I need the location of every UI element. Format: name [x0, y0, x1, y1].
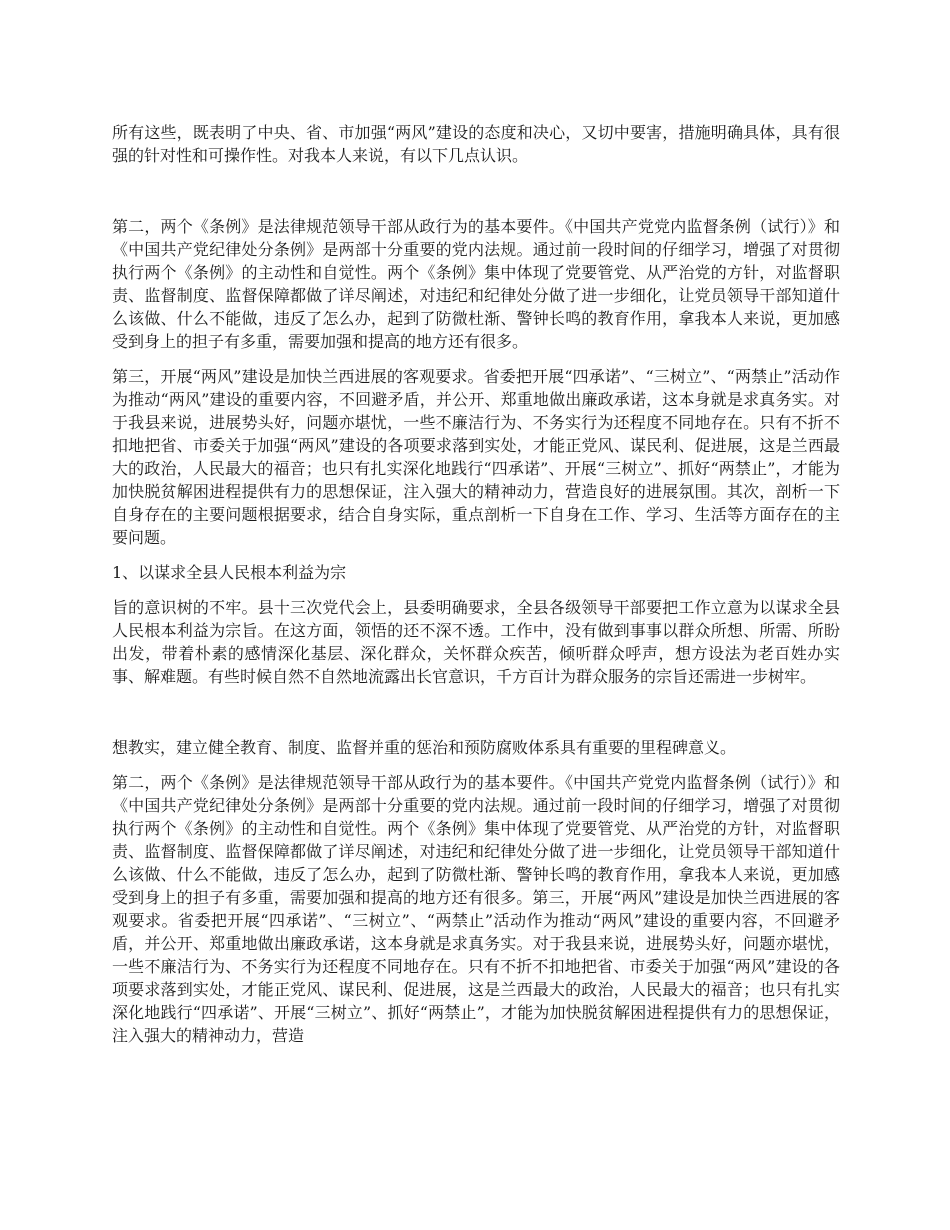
paragraph-third-point: 第三，开展“两风”建设是加快兰西进展的客观要求。省委把开展“四承诺”、“三树立”、“两禁止”活动作为推动“两风”建设的重要内容，不回避矛盾，并公开、郑重地做出廉政承诺，这本身就是求真务实。对于我县来说，进展势头好，问题亦堪忧，一些不廉洁行为、不务实行为还程度不同地存在。只有不折不扣地把省、市委关于加强“两风”建设的各项要求落到实处，才能正党风、谋民利、促进展，这是兰西最大的政治，人民最大的福音；也只有扎实深化地践行“四承诺”、开展“三树立”、抓好“两禁止”，才能为加快脱贫解困进程提供有力的思想保证，注入强大的精神动力，营造良好的进展氛围。其次，剖析一下自身存在的主要问题根据要求，结合自身实际，重点剖析一下自身在工作、学习、生活等方面存在的主要问题。: [112, 367, 840, 547]
paragraph-second-point: 第二，两个《条例》是法律规范领导干部从政行为的基本要件。《中国共产党党内监督条例（试行）》和《中国共产党纪律处分条例》是两部十分重要的党内法规。通过前一段时间的仔细学习，增强了对贯彻执行两个《条例》的主动性和自觉性。两个《条例》集中体现了党要管党、从严治党的方针，对监督职责、监督制度、监督保障都做了详尽阐述，对违纪和纪律处分做了进一步细化，让党员领导干部知道什么该做、什么不能做，违反了怎么办，起到了防微杜渐、警钟长鸣的教育作用，拿我本人来说，更加感受到身上的担子有多重，需要加强和提高的地方还有很多。: [112, 217, 840, 351]
document-page: [112, 121, 840, 1059]
paragraph-education-system: 想教实，建立健全教育、制度、监督并重的惩治和预防腐败体系具有重要的里程碑意义。: [112, 738, 737, 757]
section-heading-1: 1、以谋求全县人民根本利益为宗: [112, 563, 347, 582]
paragraph-second-point-repeat: 第二，两个《条例》是法律规范领导干部从政行为的基本要件。《中国共产党党内监督条例（试行）》和《中国共产党纪律处分条例》是两部十分重要的党内法规。通过前一段时间的仔细学习，增强了对贯彻执行两个《条例》的主动性和自觉性。两个《条例》集中体现了党要管党、从严治党的方针，对监督职责、监督制度、监督保障都做了详尽阐述，对违纪和纪律处分做了进一步细化，让党员领导干部知道什么该做、什么不能做，违反了怎么办，起到了防微杜渐、警钟长鸣的教育作用，拿我本人来说，更加感受到身上的担子有多重，需要加强和提高的地方还有很多。第三，开展“两风”建设是加快兰西进展的客观要求。省委把开展“四承诺”、“三树立”、“两禁止”活动作为推动“两风”建设的重要内容，不回避矛盾，并公开、郑重地做出廉政承诺，这本身就是求真务实。对于我县来说，进展势头好，问题亦堪忧，一些不廉洁行为、不务实行为还程度不同地存在。只有不折不扣地把省、市委关于加强“两风”建设的各项要求落到实处，才能正党风、谋民利、促进展，这是兰西最大的政治，人民最大的福音；也只有扎实深化地践行“四承诺”、开展“三树立”、抓好“两禁止”，才能为加快脱贫解困进程提供有力的思想保证，注入强大的精神动力，营造: [112, 773, 840, 1045]
paragraph-intro: 所有这些，既表明了中央、省、市加强“两风”建设的态度和决心，又切中要害，措施明确具体，具有很强的针对性和可操作性。对我本人来说，有以下几点认识。: [112, 123, 840, 165]
paragraph-purpose-awareness: 旨的意识树的不牢。县十三次党代会上，县委明确要求，全县各级领导干部要把工作立意为以谋求全县人民根本利益为宗旨。在这方面，领悟的还不深不透。工作中，没有做到事事以群众所想、所需、所盼出发，带着朴素的感情深化基层、深化群众，关怀群众疾苦，倾听群众呼声，想方设法为老百姓办实事、解难题。有些时候自然不自然地流露出长官意识，千方百计为群众服务的宗旨还需进一步树牢。: [112, 598, 840, 686]
